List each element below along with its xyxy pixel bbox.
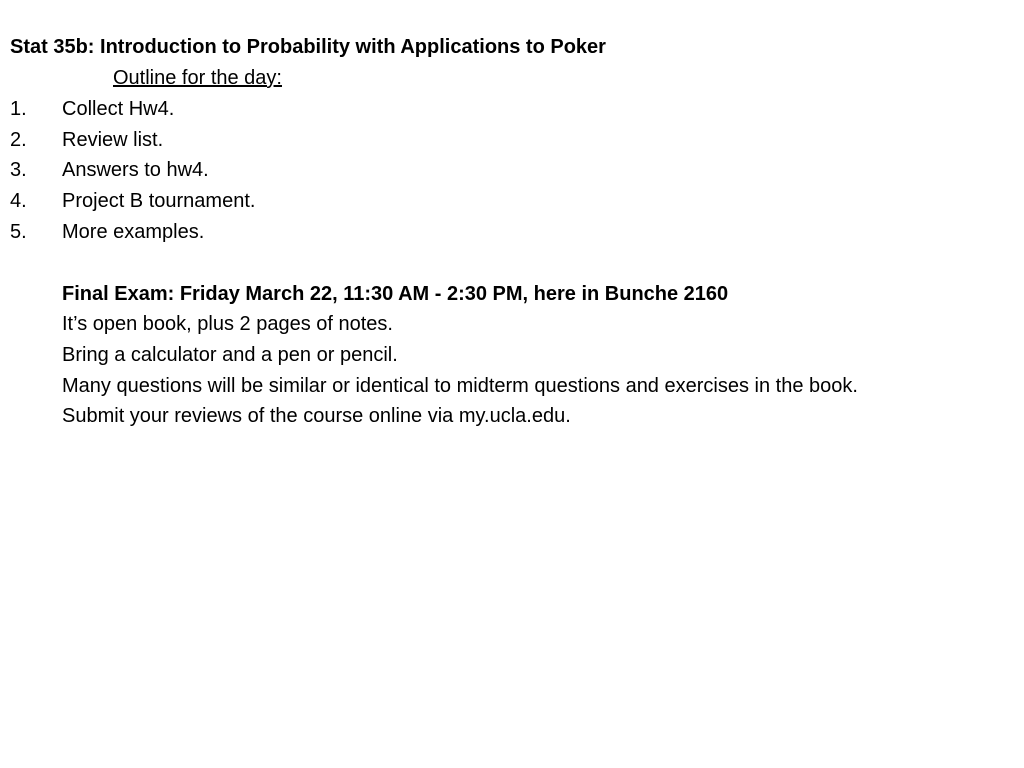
outline-item-number: 5. <box>10 221 27 243</box>
outline-item-text: More examples. <box>62 221 205 243</box>
final-exam-heading: Final Exam: Friday March 22, 11:30 AM - 2:30 PM, here in Bunche 2160 <box>62 283 729 305</box>
outline-item-text: Answers to hw4. <box>62 159 209 181</box>
note-line: Bring a calculator and a pen or pencil. <box>62 344 398 366</box>
note-line: Many questions will be similar or identical to midterm questions and exercises in the book. <box>62 375 858 397</box>
outline-item-number: 1. <box>10 98 27 120</box>
outline-item-text: Collect Hw4. <box>62 98 175 120</box>
outline-heading: Outline for the day: <box>113 67 282 89</box>
outline-item-number: 4. <box>10 190 27 212</box>
note-line: It’s open book, plus 2 pages of notes. <box>62 313 393 335</box>
outline-item-text: Review list. <box>62 129 164 151</box>
outline-item-number: 3. <box>10 159 27 181</box>
outline-item-number: 2. <box>10 129 27 151</box>
outline-item-text: Project B tournament. <box>62 190 256 212</box>
slide-title: Stat 35b: Introduction to Probability with Applications to Poker <box>10 36 606 58</box>
note-line: Submit your reviews of the course online via my.ucla.edu. <box>62 405 571 427</box>
